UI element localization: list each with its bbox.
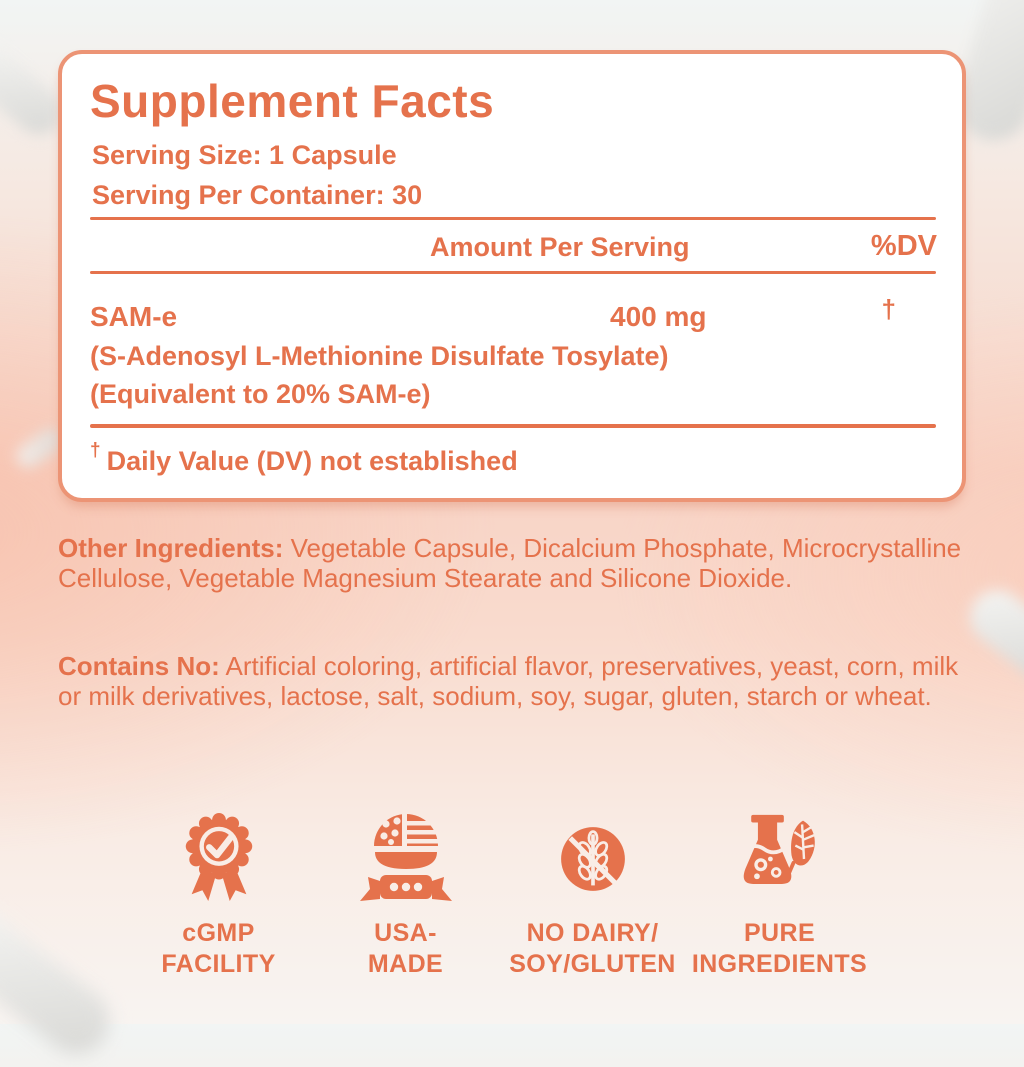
- badge-pure-ingredients: [686, 808, 873, 979]
- supplement-facts-panel: [58, 50, 966, 502]
- divider-line: [90, 424, 936, 428]
- divider-line: [90, 217, 936, 220]
- contains-no-paragraph: [58, 651, 966, 712]
- ingredient-name: SAM-e: [90, 301, 178, 332]
- badge-label: cGMP FACILITY: [161, 919, 276, 978]
- capsule-decoration: [959, 579, 1024, 691]
- panel-title: Supplement Facts: [90, 75, 495, 127]
- contains-no-label: Contains No:: [58, 651, 220, 681]
- ingredient-subnote: (Equivalent to 20% SAM-e): [90, 379, 431, 409]
- badge-no-dairy-soy-gluten: [499, 808, 686, 979]
- other-ingredients-paragraph: [58, 533, 966, 594]
- ingredient-subnote: (S-Adenosyl L-Methionine Disulfate Tosylate): [90, 341, 669, 371]
- other-ingredients-label: Other Ingredients:: [58, 533, 284, 563]
- usa-flag-badge-icon: [358, 808, 454, 910]
- ingredient-amount: 400 mg: [610, 301, 707, 332]
- flask-leaf-icon: [732, 808, 828, 910]
- badge-label: USA- MADE: [367, 919, 444, 978]
- ribbon-check-icon: [175, 808, 263, 910]
- no-wheat-icon: [552, 808, 634, 910]
- feature-badges-row: [125, 808, 873, 979]
- ingredient-dv-symbol: †: [881, 294, 896, 324]
- column-header-dv: %DV: [870, 230, 937, 262]
- divider-line: [90, 271, 936, 274]
- badge-label: NO DAIRY/ SOY/GLUTEN: [509, 919, 676, 978]
- serving-size: Serving Size: 1 Capsule: [92, 140, 397, 170]
- other-ingredients-text: Vegetable Capsule, Dicalcium Phosphate, Microcrystalline Cellulose, Vegetable Magnesium Stearate and Silicone Dioxide.: [58, 533, 962, 594]
- serving-per-container: Serving Per Container: 30: [92, 180, 423, 210]
- badge-usa-made: [312, 808, 499, 979]
- dv-footnote: [90, 440, 518, 479]
- contains-no-text: Artificial coloring, artificial flavor, preservatives, yeast, corn, milk or milk derivatives, lactose, salt, sodium, soy, sugar, gluten, starch or wheat.: [58, 651, 959, 712]
- dv-footnote-text: Daily Value (DV) not established: [106, 446, 518, 476]
- dagger-symbol: †: [90, 440, 101, 461]
- capsule-decoration: [0, 895, 123, 1067]
- badge-label: PURE INGREDIENTS: [691, 919, 868, 978]
- column-header-amount: Amount Per Serving: [430, 232, 690, 262]
- badge-cgmp-facility: [125, 808, 312, 979]
